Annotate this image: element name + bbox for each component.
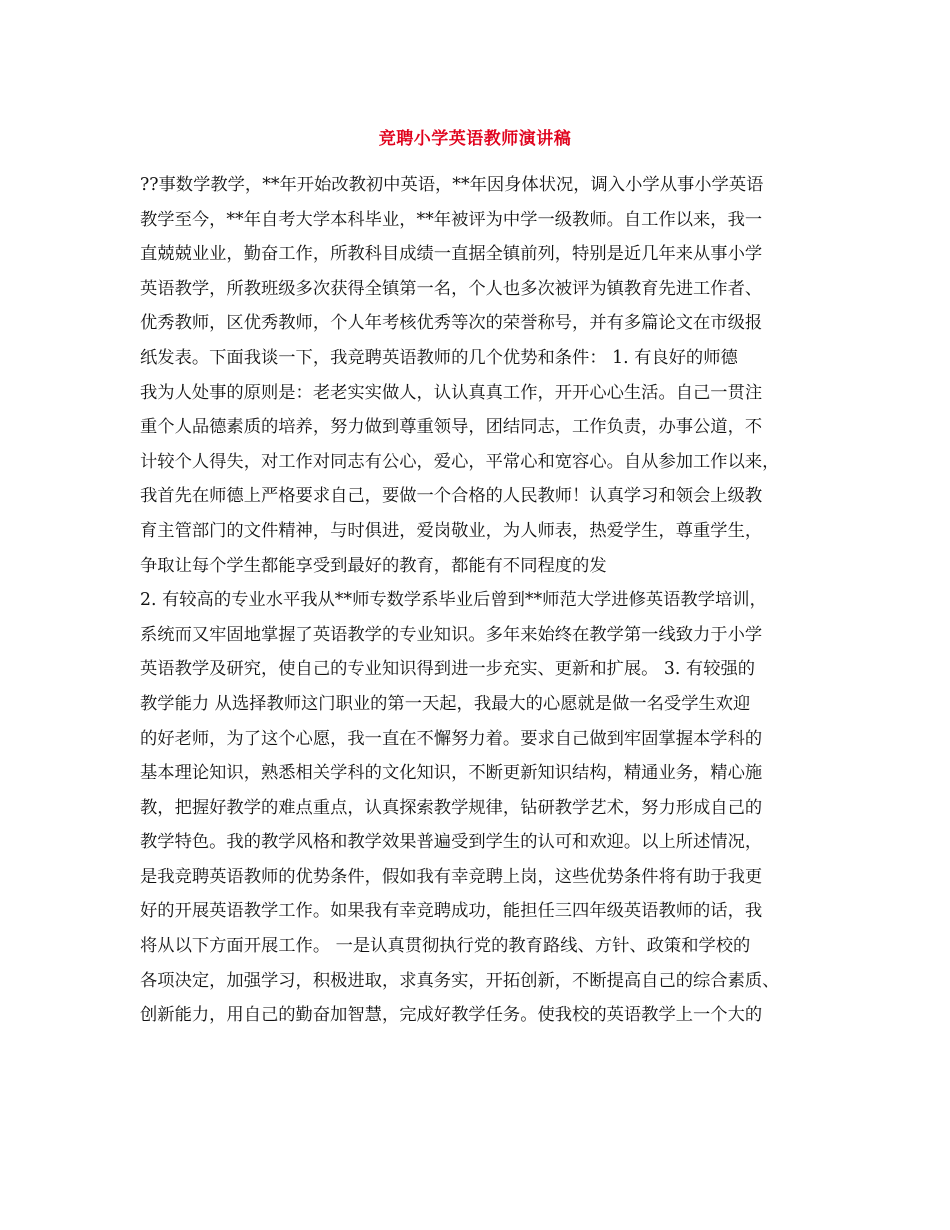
body-line: 2. 有较高的专业水平我从**师专数学系毕业后曾到**师范大学进修英语教学培训， [140, 590, 767, 611]
body-line: 优秀教师，区优秀教师，个人年考核优秀等次的荣誉称号，并有多篇论文在市级报 [140, 313, 763, 334]
body-line: 英语教学及研究，使自己的专业知识得到进一步充实、更新和扩展。 3. 有较强的 [140, 659, 756, 680]
body-line: 各项决定，加强学习，积极进取，求真务实，开拓创新，不断提高自己的综合素质、 [140, 970, 780, 991]
body-line: 我为人处事的原则是：老老实实做人，认认真真工作，开开心心生活。自己一贯注 [140, 382, 763, 403]
body-line: 的好老师，为了这个心愿，我一直在不懈努力着。要求自己做到牢固掌握本学科的 [140, 728, 763, 749]
body-line: 我首先在师德上严格要求自己，要做一个合格的人民教师！认真学习和领会上级教 [140, 486, 763, 507]
body-line: 育主管部门的文件精神，与时俱进，爱岗敬业，为人师表，热爱学生，尊重学生， [140, 520, 763, 541]
document-body [140, 168, 830, 1033]
body-line: 创新能力，用自己的勤奋加智慧，完成好教学任务。使我校的英语教学上一个大的 [140, 1005, 763, 1026]
body-line: 基本理论知识，熟悉相关学科的文化知识，不断更新知识结构，精通业务，精心施 [140, 763, 763, 784]
body-line: 教学至今，**年自考大学本科毕业，**年被评为中学一级教师。自工作以来，我一 [140, 209, 763, 230]
body-line: 教，把握好教学的难点重点，认真探索教学规律，钻研教学艺术，努力形成自己的 [140, 797, 763, 818]
body-line: 重个人品德素质的培养，努力做到尊重领导，团结同志，工作负责，办事公道，不 [140, 417, 763, 438]
body-line: 是我竞聘英语教师的优势条件，假如我有幸竞聘上岗，这些优势条件将有助于我更 [140, 866, 763, 887]
body-line: 争取让每个学生都能享受到最好的教育，都能有不同程度的发 [140, 555, 607, 576]
body-line: 系统而又牢固地掌握了英语教学的专业知识。多年来始终在教学第一线致力于小学 [140, 624, 763, 645]
body-line: ??事数学教学，**年开始改教初中英语，**年因身体状况，调入小学从事小学英语 [140, 175, 764, 195]
body-line: 英语教学，所教班级多次获得全镇第一名，个人也多次被评为镇教育先进工作者、 [140, 278, 763, 299]
body-line: 纸发表。下面我谈一下，我竞聘英语教师的几个优势和条件： 1. 有良好的师德 [140, 347, 738, 368]
body-line: 将从以下方面开展工作。 一是认真贯彻执行党的教育路线、方针、政策和学校的 [140, 936, 751, 957]
document-title: 竞聘小学英语教师演讲稿 [378, 129, 572, 149]
body-line: 教学能力 从选择教师这门职业的第一天起，我最大的心愿就是做一名受学生欢迎 [140, 693, 751, 714]
body-line: 计较个人得失，对工作对同志有公心，爱心，平常心和宽容心。自从参加工作以来， [140, 451, 780, 472]
body-line: 好的开展英语教学工作。如果我有幸竞聘成功，能担任三四年级英语教师的话，我 [140, 901, 763, 922]
body-line: 直兢兢业业，勤奋工作，所教科目成绩一直据全镇前列，特别是近几年来从事小学 [140, 244, 763, 265]
body-line: 教学特色。我的教学风格和教学效果普遍受到学生的认可和欢迎。以上所述情况， [140, 832, 763, 853]
